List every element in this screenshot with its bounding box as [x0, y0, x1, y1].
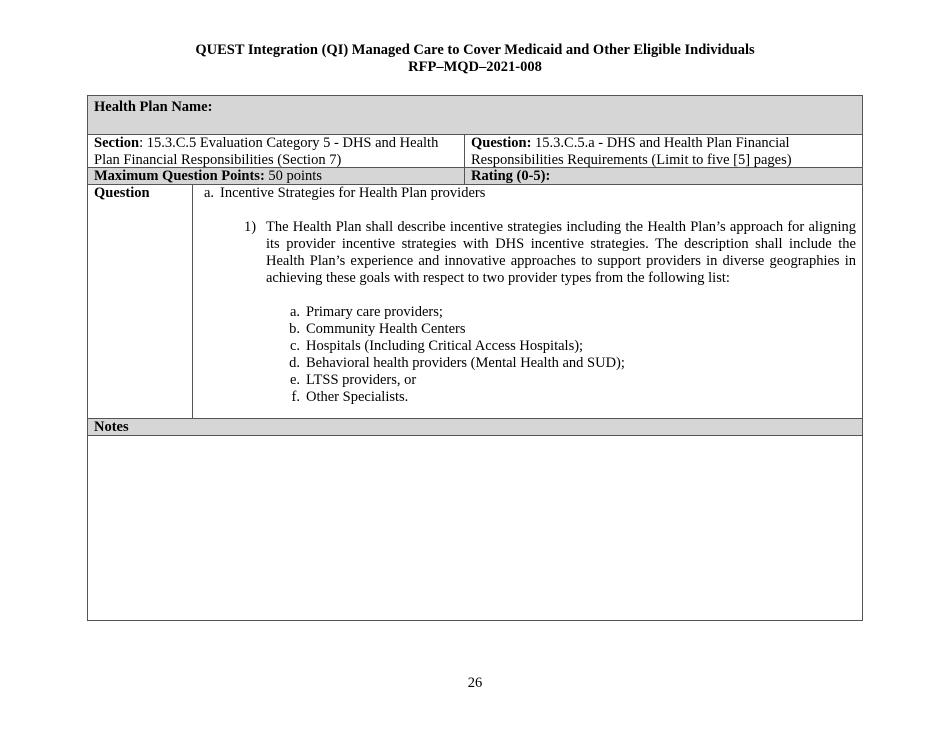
notes-area[interactable] [88, 436, 862, 620]
section-row [88, 135, 862, 168]
points-row [88, 168, 862, 185]
question-ref-text: 15.3.C.5.a - DHS and Health Plan Financial Responsibilities Requirements (Limit to five [5] pages) [471, 135, 792, 168]
list-item: f. Other Specialists. [291, 389, 409, 405]
document-title: QUEST Integration (QI) Managed Care to Cover Medicaid and Other Eligible Individuals [195, 42, 755, 58]
rating-label: Rating (0-5): [471, 168, 551, 184]
question-body [193, 185, 862, 418]
list-item: c. Hospitals (Including Critical Access Hospitals); [289, 338, 584, 354]
list-item: e. LTSS providers, or [289, 372, 417, 388]
requirement-item [244, 219, 856, 287]
section-label: Section [94, 135, 140, 151]
rfp-number: RFP–MQD–2021-008 [408, 59, 542, 75]
notes-header-row [88, 419, 862, 436]
question-marker: a. [204, 185, 215, 201]
max-points-value: 50 points [264, 168, 322, 184]
notes-label: Notes [94, 419, 129, 435]
rating-cell [465, 168, 862, 184]
page-number: 26 [467, 675, 483, 691]
list-item: d. Behavioral health providers (Mental Health and SUD); [289, 355, 625, 371]
plan-name-label: Health Plan Name: [94, 99, 213, 115]
question-ref-cell [465, 135, 862, 167]
max-points-cell [88, 168, 465, 184]
evaluation-form-table [87, 95, 863, 621]
question-title-text: Incentive Strategies for Health Plan providers [220, 185, 486, 201]
question-title [204, 185, 856, 202]
requirement-text: The Health Plan shall describe incentive strategies including the Health Plan’s approach for aligning its provider incentive strategies with DHS incentive strategies. The description shall include the Health Plan’s experience and innovative approaches to support providers in diverse geographies in achieving these goals with respect to two provider types from the following list: [266, 219, 856, 286]
list-item: b. Community Health Centers [289, 321, 466, 337]
question-row [88, 185, 862, 419]
requirement-marker: 1) [244, 219, 257, 235]
plan-name-row [88, 96, 862, 135]
document-header [0, 42, 950, 76]
section-cell [88, 135, 465, 167]
list-item: a. Primary care providers; [289, 304, 443, 320]
provider-type-list [204, 304, 856, 406]
question-ref-label: Question: [471, 135, 532, 151]
max-points-label: Maximum Question Points: [94, 168, 265, 184]
section-text: : 15.3.C.5 Evaluation Category 5 - DHS and Health Plan Financial Responsibilities (Section 7) [94, 135, 439, 168]
question-label: Question [88, 185, 193, 418]
